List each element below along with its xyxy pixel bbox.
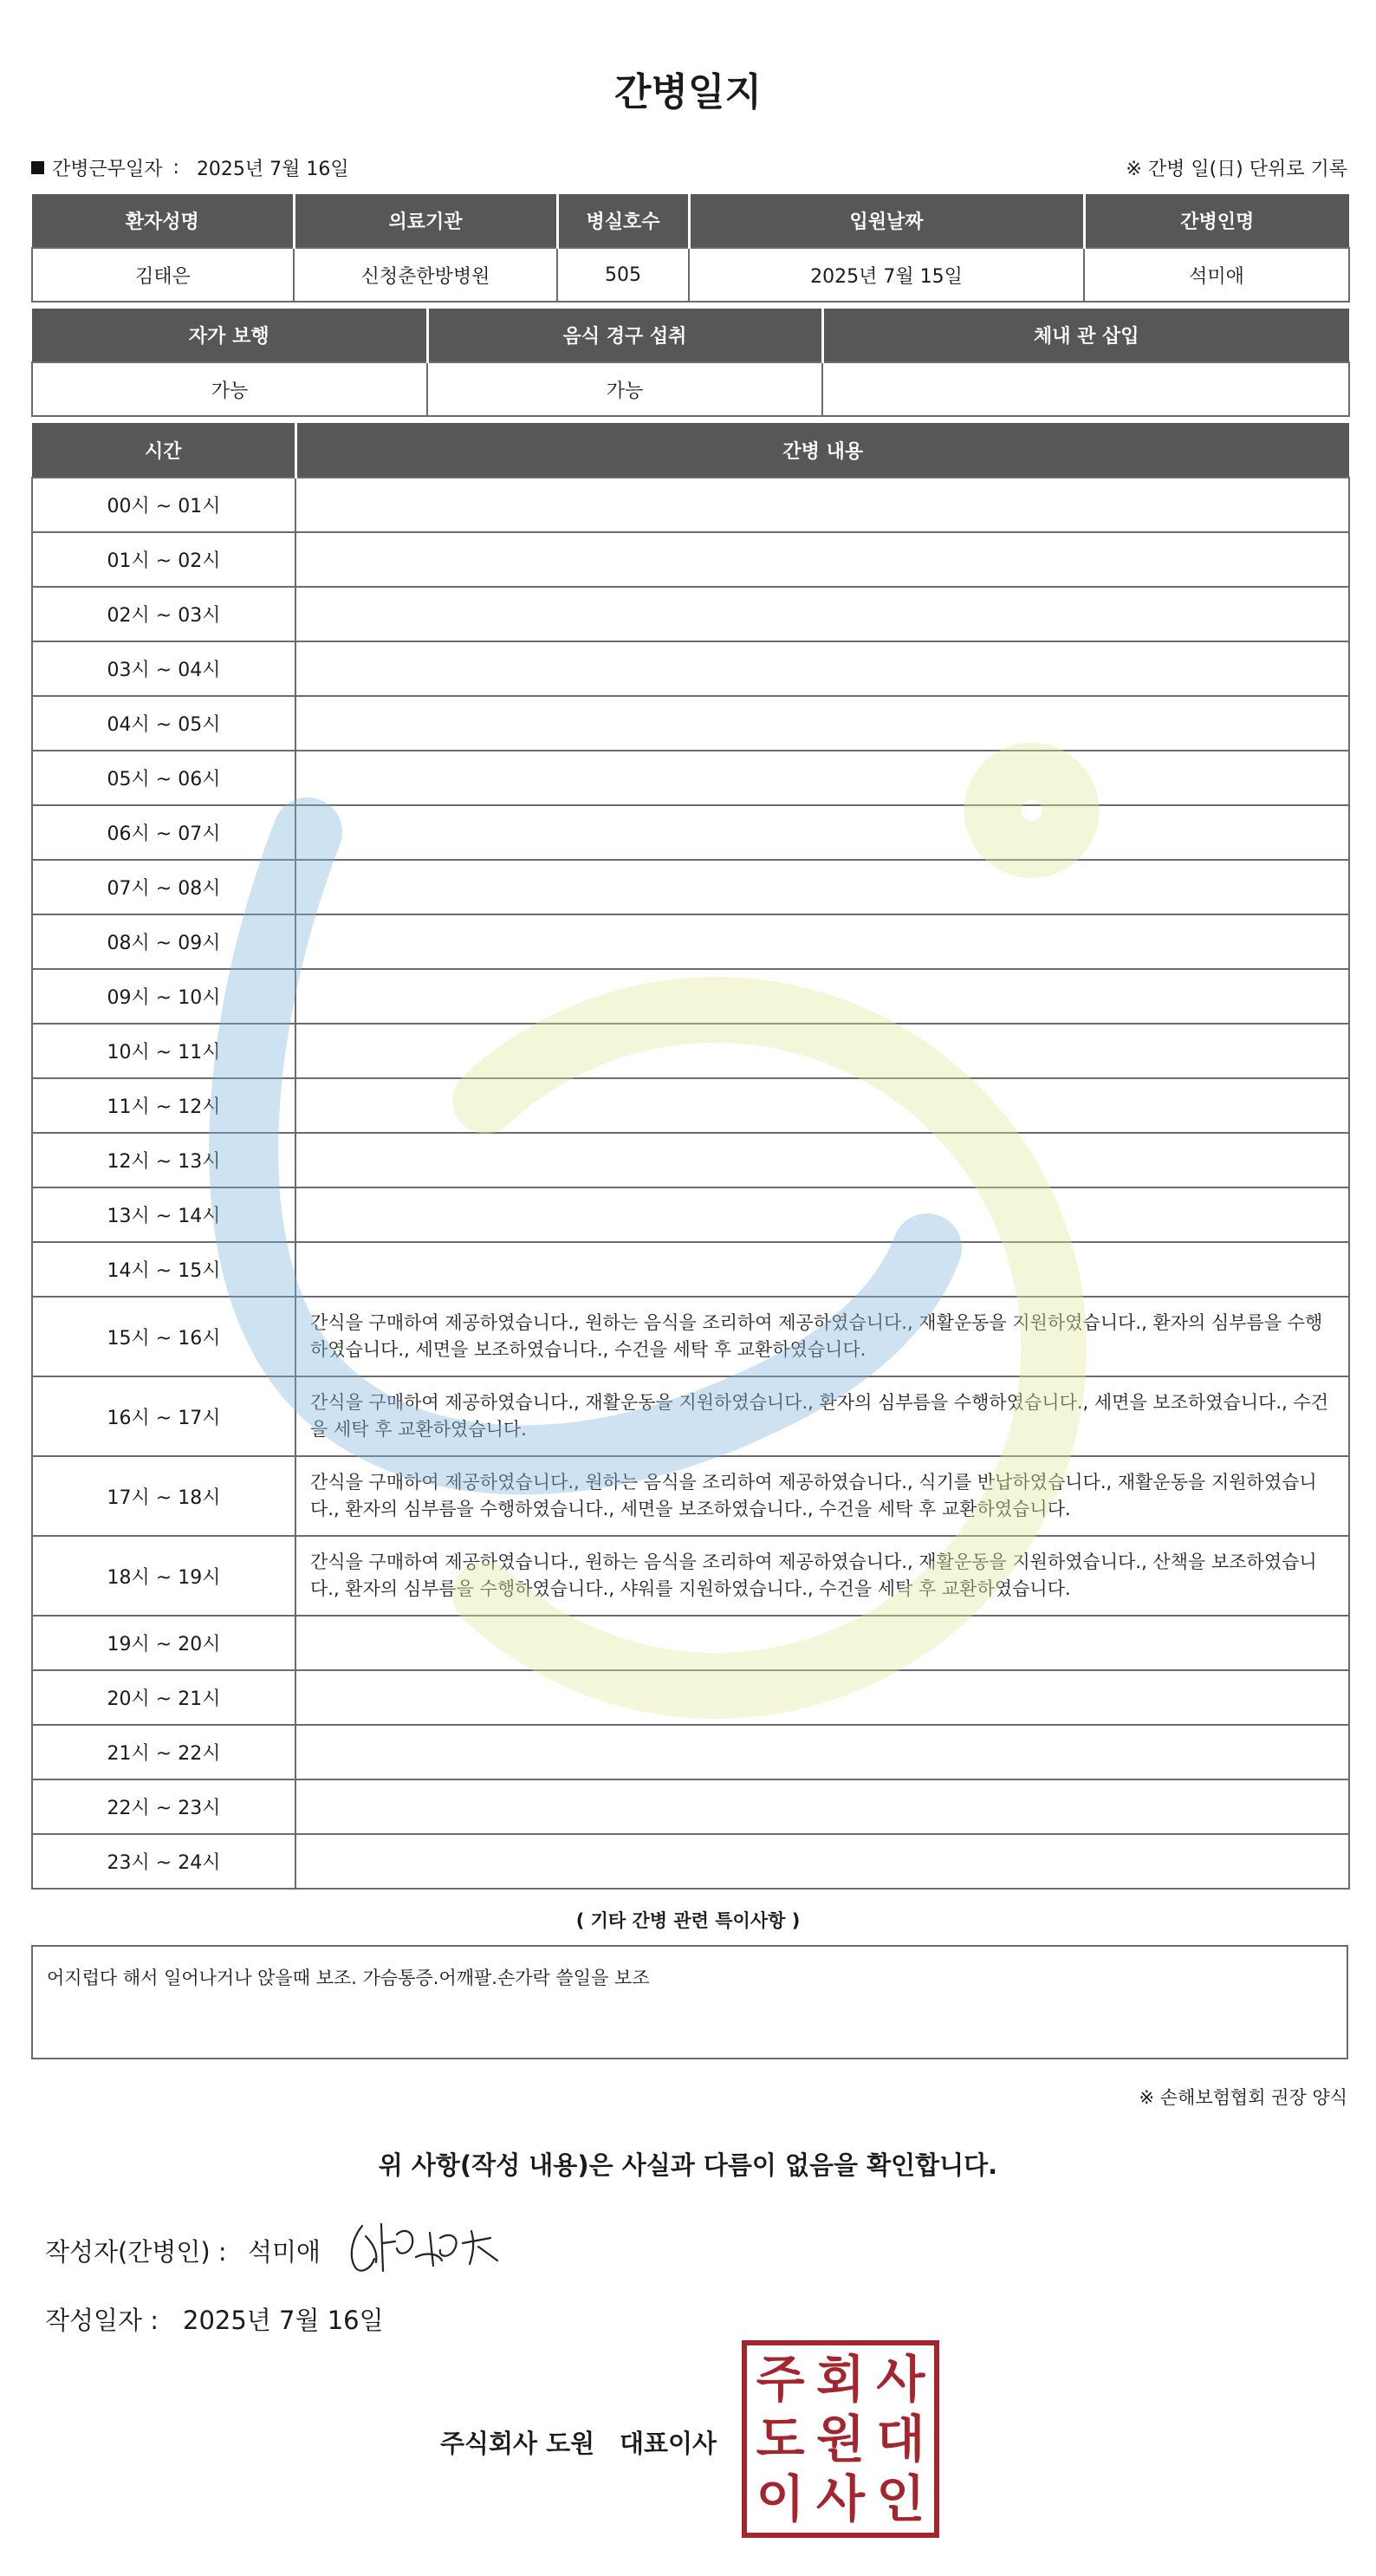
header-time: 시간: [32, 423, 295, 478]
log-time: 21시 ~ 22시: [32, 1725, 295, 1779]
log-content: [295, 1078, 1349, 1133]
log-row: [32, 1024, 1349, 1078]
log-time: 17시 ~ 18시: [32, 1456, 295, 1536]
writer-name: 석미애: [248, 2237, 321, 2267]
seal-char: 대: [876, 2409, 925, 2469]
log-content: [295, 532, 1349, 587]
log-time: 16시 ~ 17시: [32, 1376, 295, 1456]
log-row: [32, 1133, 1349, 1187]
log-time: 23시 ~ 24시: [32, 1834, 295, 1889]
log-time: 00시 ~ 01시: [32, 478, 295, 532]
self-walking-value: 가능: [32, 362, 427, 416]
log-row: [32, 751, 1349, 805]
work-date-value: 2025년 7월 16일: [196, 159, 349, 180]
room-number: 505: [557, 248, 689, 302]
log-row: [32, 532, 1349, 587]
log-time: 10시 ~ 11시: [32, 1024, 295, 1078]
log-content: [295, 1670, 1349, 1725]
log-content: [295, 696, 1349, 751]
tube-insertion-value: [822, 362, 1349, 416]
insurer-form-note: ※ 손해보험협회 권장 양식: [1139, 2087, 1347, 2108]
log-row: [32, 696, 1349, 751]
handwritten-signature: [343, 2208, 504, 2278]
log-content: [295, 1133, 1349, 1187]
log-time: 03시 ~ 04시: [32, 641, 295, 696]
special-notes-box: 어지럽다 해서 일어나거나 앉을때 보조. 가슴통증.어깨팔.손가락 쓸일을 보조: [31, 1945, 1348, 2059]
log-content: [295, 805, 1349, 860]
header-care-content: 간병 내용: [295, 423, 1349, 478]
work-date-label: 간병근무일자: [52, 159, 163, 180]
seal-char: 인: [876, 2469, 925, 2529]
log-row: [32, 1456, 1349, 1536]
page-title: 간병일지: [613, 70, 762, 114]
header-admission-date: 입원날짜: [689, 194, 1084, 248]
log-row: [32, 1297, 1349, 1376]
log-row: [32, 1779, 1349, 1834]
log-content: 간식을 구매하여 제공하였습니다., 원하는 음식을 조리하여 제공하였습니다., 식기를 반납하였습니다., 재활운동을 지원하였습니다., 환자의 심부름을 수행하였습니다., 세면을 보조하였습니다., 수건을 세탁 후 교환하였습니다.: [295, 1456, 1349, 1536]
log-content: 간식을 구매하여 제공하였습니다., 원하는 음식을 조리하여 제공하였습니다., 재활운동을 지원하였습니다., 환자의 심부름을 수행하였습니다., 세면을 보조하였습니다., 수건을 세탁 후 교환하였습니다.: [295, 1297, 1349, 1376]
patient-info-table: [31, 194, 1350, 302]
write-date-label: 작성일자 :: [45, 2306, 159, 2335]
log-time: 19시 ~ 20시: [32, 1616, 295, 1670]
log-time: 01시 ~ 02시: [32, 532, 295, 587]
log-time: 02시 ~ 03시: [32, 587, 295, 641]
caregiver-name: 석미애: [1084, 248, 1349, 302]
log-row: [32, 1616, 1349, 1670]
header-hospital: 의료기관: [294, 194, 557, 248]
writer-label: 작성자(간병인) :: [45, 2237, 227, 2267]
log-content: [295, 914, 1349, 969]
log-row: [32, 914, 1349, 969]
log-content: [295, 1779, 1349, 1834]
company-name: 주식회사 도원: [440, 2429, 595, 2458]
header-self-walking: 자가 보행: [32, 309, 427, 362]
write-date-value: 2025년 7월 16일: [183, 2306, 384, 2335]
admission-date: 2025년 7월 15일: [689, 248, 1084, 302]
log-time: 11시 ~ 12시: [32, 1078, 295, 1133]
care-log-table: [31, 423, 1350, 1890]
log-row: [32, 1376, 1349, 1456]
oral-intake-value: 가능: [427, 362, 822, 416]
log-time: 20시 ~ 21시: [32, 1670, 295, 1725]
seal-char: 회: [815, 2349, 865, 2409]
patient-status-table: [31, 309, 1350, 417]
log-content: [295, 1187, 1349, 1242]
log-row: [32, 1834, 1349, 1889]
log-time: 07시 ~ 08시: [32, 860, 295, 914]
log-row: [32, 805, 1349, 860]
log-content: [295, 860, 1349, 914]
confirmation-statement: 위 사항(작성 내용)은 사실과 다름이 없음을 확인합니다.: [378, 2150, 998, 2180]
header-patient-name: 환자성명: [32, 194, 294, 248]
log-row: [32, 1725, 1349, 1779]
log-time: 18시 ~ 19시: [32, 1536, 295, 1616]
log-content: [295, 1616, 1349, 1670]
seal-char: 주: [756, 2349, 805, 2409]
log-row: [32, 478, 1349, 532]
log-time: 04시 ~ 05시: [32, 696, 295, 751]
seal-char: 사: [876, 2349, 925, 2409]
log-time: 14시 ~ 15시: [32, 1242, 295, 1297]
log-time: 08시 ~ 09시: [32, 914, 295, 969]
daily-record-note: ※ 간병 일(日) 단위로 기록: [1126, 159, 1347, 180]
log-time: 05시 ~ 06시: [32, 751, 295, 805]
patient-name: 김태은: [32, 248, 294, 302]
log-row: [32, 1242, 1349, 1297]
seal-char: 원: [815, 2409, 865, 2469]
log-content: [295, 587, 1349, 641]
log-content: 간식을 구매하여 제공하였습니다., 원하는 음식을 조리하여 제공하였습니다., 재활운동을 지원하였습니다., 산책을 보조하였습니다., 환자의 심부름을 수행하였습니다., 샤워를 지원하였습니다., 수건을 세탁 후 교환하였습니다.: [295, 1536, 1349, 1616]
header-room-number: 병실호수: [557, 194, 689, 248]
special-notes-title: ( 기타 간병 관련 특이사항 ): [575, 1910, 801, 1931]
log-row: [32, 1078, 1349, 1133]
log-content: [295, 751, 1349, 805]
header-oral-intake: 음식 경구 섭취: [427, 309, 822, 362]
log-row: [32, 860, 1349, 914]
company-seal-stamp: [742, 2340, 939, 2538]
log-time: 06시 ~ 07시: [32, 805, 295, 860]
log-content: [295, 969, 1349, 1024]
log-content: [295, 1725, 1349, 1779]
seal-char: 도: [756, 2409, 805, 2469]
log-content: [295, 1024, 1349, 1078]
log-time: 15시 ~ 16시: [32, 1297, 295, 1376]
log-row: [32, 969, 1349, 1024]
log-content: [295, 641, 1349, 696]
log-content: 간식을 구매하여 제공하였습니다., 재활운동을 지원하였습니다., 환자의 심부름을 수행하였습니다., 세면을 보조하였습니다., 수건을 세탁 후 교환하였습니다.: [295, 1376, 1349, 1456]
hospital-name: 신청춘한방병원: [294, 248, 557, 302]
log-row: [32, 1536, 1349, 1616]
log-row: [32, 641, 1349, 696]
log-content: [295, 1834, 1349, 1889]
log-time: 13시 ~ 14시: [32, 1187, 295, 1242]
seal-char: 이: [756, 2469, 805, 2529]
header-tube-insertion: 체내 관 삽입: [822, 309, 1349, 362]
log-content: [295, 478, 1349, 532]
log-row: [32, 1670, 1349, 1725]
log-time: 22시 ~ 23시: [32, 1779, 295, 1834]
square-bullet-icon: [31, 161, 44, 174]
log-row: [32, 587, 1349, 641]
log-content: [295, 1242, 1349, 1297]
header-caregiver-name: 간병인명: [1084, 194, 1349, 248]
log-time: 12시 ~ 13시: [32, 1133, 295, 1187]
work-date-row: [31, 154, 349, 181]
log-row: [32, 1187, 1349, 1242]
representative-title: 대표이사: [620, 2429, 717, 2458]
log-time: 09시 ~ 10시: [32, 969, 295, 1024]
seal-char: 사: [815, 2469, 865, 2529]
work-date-colon: :: [172, 157, 179, 179]
